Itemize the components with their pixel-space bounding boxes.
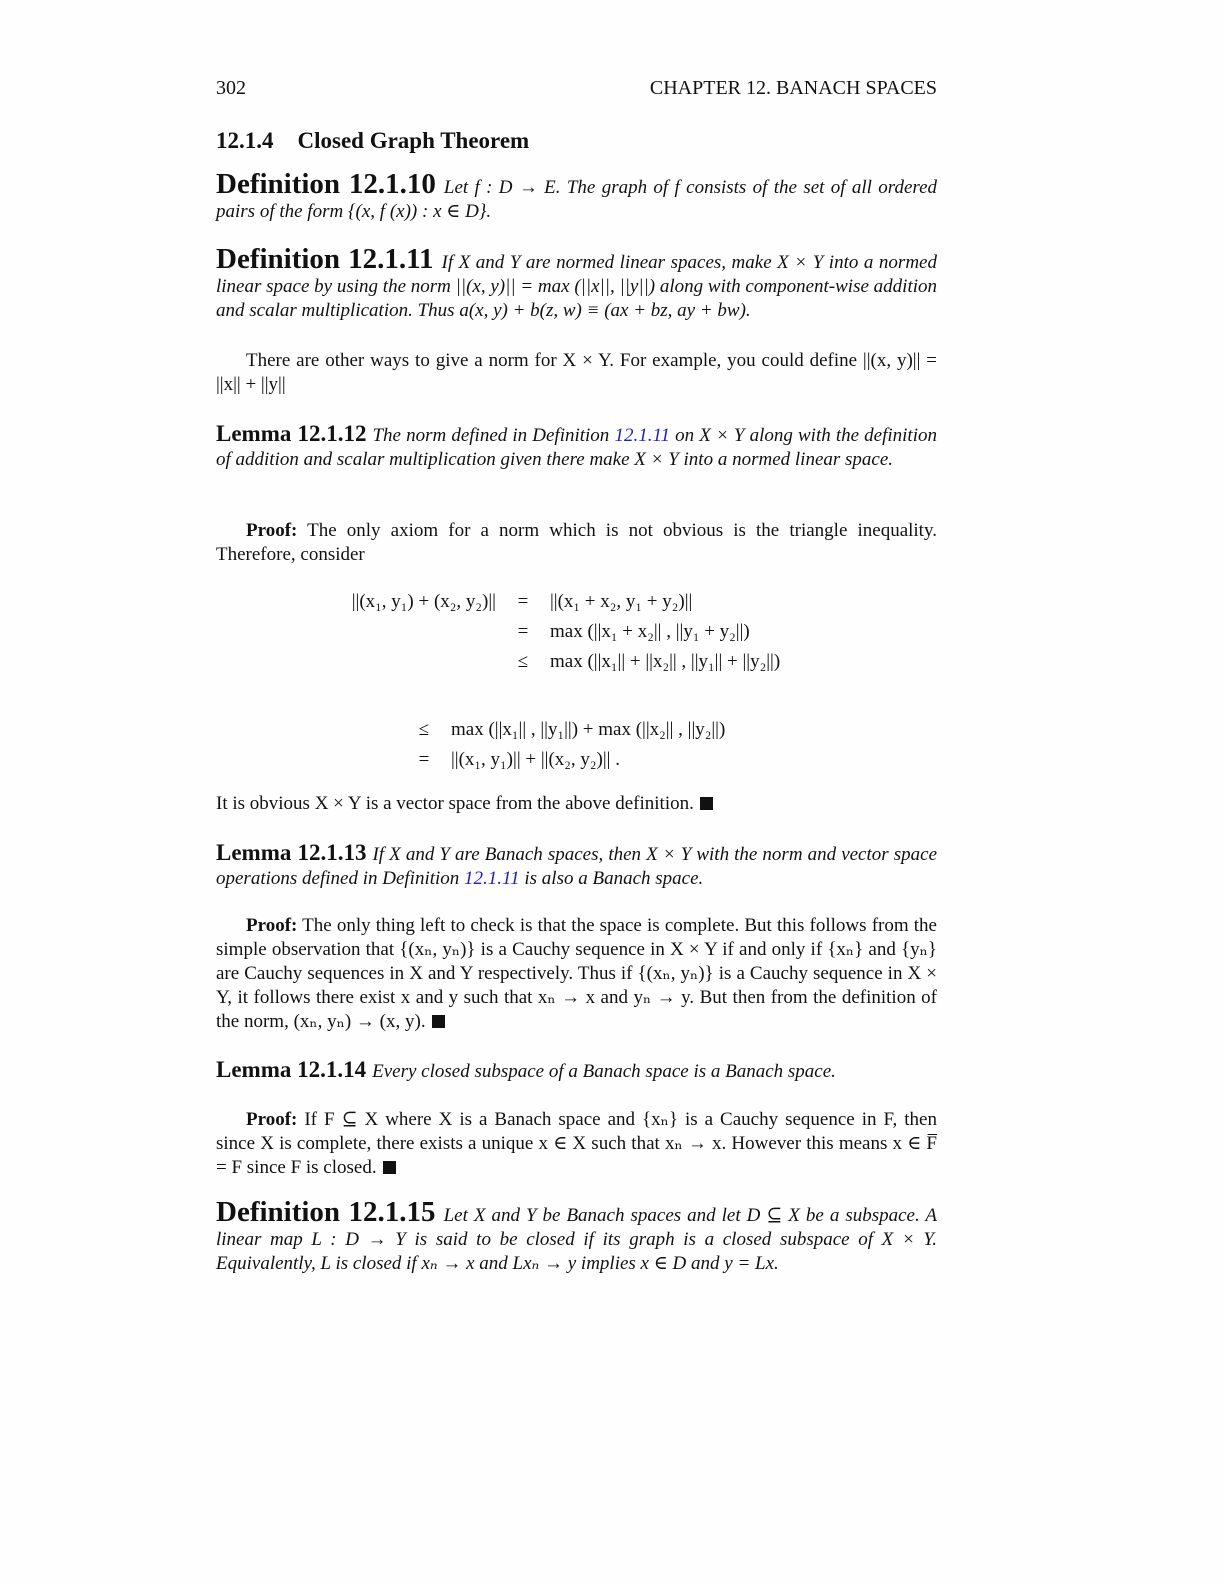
lemma-12-1-14	[216, 1058, 937, 1084]
proof-1	[216, 519, 937, 567]
section-title: Closed Graph Theorem	[297, 128, 530, 153]
proof-label: Proof:	[246, 1109, 298, 1130]
lemma-label: Lemma 12.1.12	[216, 421, 367, 446]
qed-square-icon	[432, 1015, 445, 1028]
definition-12-1-10	[216, 168, 938, 224]
eq-lhs: ||(x₁, y₁) + (x₂, y₂)||	[351, 591, 496, 612]
proof-3	[216, 1108, 937, 1180]
remark-text: There are other ways to give a norm for X × Y. For example, you could define ||(x, y)|| = ||x|| + ||y||	[216, 350, 937, 395]
eq-relation: =	[418, 749, 430, 770]
definition-label: Definition 12.1.11	[216, 243, 434, 275]
definition-ref-link[interactable]: 12.1.11	[464, 868, 520, 889]
section-number: 12.1.4	[216, 128, 274, 153]
definition-ref-link[interactable]: 12.1.11	[614, 425, 671, 446]
proof-text: The only axiom for a norm which is not obvious is the triangle inequality. Therefore, consider	[216, 520, 937, 565]
page-number: 302	[216, 77, 246, 99]
lemma-12-1-13	[216, 841, 937, 891]
after-equation-text	[216, 792, 937, 816]
definition-text: If X and Y are normed linear spaces, make X × Y into a normed linear space by using the norm ||(x, y)|| = max (||x||, ||y||) along with component-wise addition and scalar multiplication. Thus a(x, y) + b(z, w) ≡ (ax + bz, ay + bw).	[216, 252, 937, 321]
lemma-text-b: on X × Y along with the definition of addition and scalar multiplication given there make X × Y into a normed linear space.	[216, 425, 937, 470]
eq-relation: ≤	[517, 651, 529, 672]
eq-rhs: max (||x₁ + x₂|| , ||y₁ + y₂||)	[550, 621, 750, 642]
lemma-12-1-12	[216, 422, 937, 472]
chapter-title: CHAPTER 12. BANACH SPACES	[649, 77, 937, 99]
equation-group-2	[0, 718, 1224, 778]
eq-relation: =	[517, 591, 529, 612]
definition-text: Let X and Y be Banach spaces and let D ⊆ X be a subspace. A linear map L : D → Y is said to be closed if its graph is a closed subspace of X × Y. Equivalently, L is closed if xₙ → x and Lxₙ → y implies x ∈ D and y = Lx.	[216, 1205, 937, 1274]
qed-square-icon	[700, 797, 713, 810]
lemma-text-a: If X and Y are Banach spaces, then X × Y with the norm and vector space operations defined in Definition	[216, 844, 937, 889]
equation-group-1	[0, 590, 1224, 680]
lemma-label: Lemma 12.1.14	[216, 1057, 367, 1082]
eq-rhs: max (||x₁|| + ||x₂|| , ||y₁|| + ||y₂||)	[550, 651, 781, 672]
proof-label: Proof:	[246, 520, 298, 541]
proof-label: Proof:	[246, 915, 298, 936]
lemma-text-b: is also a Banach space.	[519, 868, 704, 889]
running-header	[216, 76, 937, 102]
lemma-text-a: The norm defined in Definition	[372, 425, 615, 446]
definition-label: Definition 12.1.10	[216, 168, 436, 200]
eq-rhs: ||(x₁, y₁)|| + ||(x₂, y₂)|| .	[451, 749, 620, 770]
eq-relation: ≤	[418, 719, 430, 740]
proof-text: The only thing left to check is that the space is complete. But this follows from the simple observation that {(xₙ, yₙ)} is a Cauchy sequence in X × Y if and only if {xₙ} and {yₙ} are Cauchy sequences in X and Y respectively. Thus if {(xₙ, yₙ)} is a Cauchy sequence in X × Y, it follows there exist x and y such that xₙ → x and yₙ → y. But then from the definition of the norm, (xₙ, yₙ) → (x, y).	[216, 915, 937, 1032]
eq-relation: =	[517, 621, 529, 642]
proof-text: If F ⊆ X where X is a Banach space and {xₙ} is a Cauchy sequence in F, then since X is complete, there exists a unique x ∈ X such that xₙ → x. However this means x ∈ F̅ = F since F is closed.	[216, 1109, 937, 1178]
qed-square-icon	[383, 1161, 396, 1174]
definition-label: Definition 12.1.15	[216, 1196, 436, 1228]
after-eq-sentence: It is obvious X × Y is a vector space from the above definition.	[216, 793, 694, 814]
definition-12-1-11	[216, 243, 937, 323]
proof-2	[216, 914, 937, 1034]
definition-text: Let f : D → E. The graph of f consists of the set of all ordered pairs of the form {(x, f (x)) : x ∈ D}.	[216, 177, 938, 222]
lemma-label: Lemma 12.1.13	[216, 840, 367, 865]
remark-paragraph	[216, 349, 937, 397]
section-heading	[216, 129, 937, 153]
eq-rhs: ||(x₁ + x₂, y₁ + y₂)||	[550, 591, 693, 612]
lemma-text: Every closed subspace of a Banach space is a Banach space.	[372, 1061, 836, 1082]
eq-rhs: max (||x₁|| , ||y₁||) + max (||x₂|| , ||y₂||)	[451, 719, 726, 740]
definition-12-1-15	[216, 1196, 937, 1276]
